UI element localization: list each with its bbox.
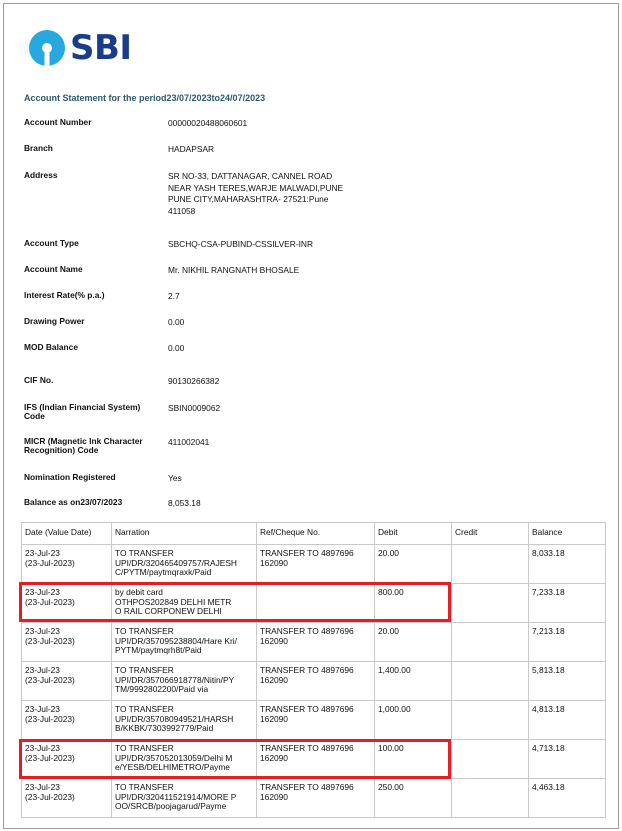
table-row: [22, 779, 606, 818]
cell-balance: 4,463.18: [529, 779, 606, 818]
cell-narration: TO TRANSFER UPI/DR/357080949521/HARSH B/KKBK/7303992779/Paid: [112, 701, 257, 740]
field-value: HADAPSAR: [168, 144, 215, 154]
cell-balance: 8,033.18: [529, 545, 606, 584]
cell-narration: by debit card OTHPOS202849 DELHI METR O RAIL CORPONEW DELHI: [112, 584, 257, 623]
cell-balance: 4,713.18: [529, 740, 606, 779]
field-value: 0.00: [168, 317, 185, 327]
header-debit: Debit: [375, 523, 452, 545]
cell-credit: [452, 662, 529, 701]
field-value: Yes: [168, 473, 182, 483]
field-value: 411002041: [168, 437, 210, 447]
brand-name: SBI: [70, 28, 132, 68]
field-value: 90130266382: [168, 376, 220, 386]
field-label: Nomination Registered: [24, 472, 116, 482]
field-label: Interest Rate(% p.a.): [24, 290, 105, 300]
cell-credit: [452, 584, 529, 623]
cell-credit: [452, 701, 529, 740]
table-row: [22, 662, 606, 701]
cell-date: 23-Jul-23 (23-Jul-2023): [22, 779, 112, 818]
cell-credit: [452, 740, 529, 779]
field-label: MICR (Magnetic Ink Character Recognition) Code: [24, 436, 143, 455]
field-label: Branch: [24, 143, 53, 153]
field-label: Account Name: [24, 264, 83, 274]
field-value: Mr. NIKHIL RANGNATH BHOSALE: [168, 265, 300, 275]
cell-balance: 4,813.18: [529, 701, 606, 740]
cell-debit: 800.00: [375, 584, 452, 623]
field-label: IFS (Indian Financial System) Code: [24, 402, 141, 421]
header-balance: Balance: [529, 523, 606, 545]
field-label: Address: [24, 170, 58, 180]
cell-debit: 20.00: [375, 623, 452, 662]
cell-date: 23-Jul-23 (23-Jul-2023): [22, 545, 112, 584]
header-credit: Credit: [452, 523, 529, 545]
cell-credit: [452, 623, 529, 662]
field-label: Balance as on23/07/2023: [24, 497, 123, 507]
table-row: [22, 545, 606, 584]
sbi-logo: [28, 28, 132, 68]
cell-debit: 100.00: [375, 740, 452, 779]
cell-date: 23-Jul-23 (23-Jul-2023): [22, 662, 112, 701]
cell-narration: TO TRANSFER UPI/DR/357052013059/Delhi M e/YESB/DELHIMETRO/Payme: [112, 740, 257, 779]
header-narration: Narration: [112, 523, 257, 545]
field-label: Account Number: [24, 117, 92, 127]
field-label: Account Type: [24, 238, 79, 248]
cell-ref: TRANSFER TO 4897696 162090: [257, 623, 375, 662]
field-value: 00000020488060601: [168, 118, 248, 128]
field-label: MOD Balance: [24, 342, 78, 352]
cell-ref: TRANSFER TO 4897696 162090: [257, 779, 375, 818]
cell-date: 23-Jul-23 (23-Jul-2023): [22, 584, 112, 623]
cell-ref: TRANSFER TO 4897696 162090: [257, 701, 375, 740]
cell-date: 23-Jul-23 (23-Jul-2023): [22, 701, 112, 740]
cell-ref: [257, 584, 375, 623]
field-label: CIF No.: [24, 375, 54, 385]
cell-credit: [452, 545, 529, 584]
cell-date: 23-Jul-23 (23-Jul-2023): [22, 623, 112, 662]
statement-period: Account Statement for the period23/07/2023to24/07/2023: [24, 93, 266, 103]
field-value: 0.00: [168, 343, 185, 353]
sbi-keyhole-icon: [28, 29, 66, 67]
cell-narration: TO TRANSFER UPI/DR/357095238804/Hare Kri/ PYTM/paytmqrh8t/Paid: [112, 623, 257, 662]
cell-debit: 20.00: [375, 545, 452, 584]
cell-debit: 1,000.00: [375, 701, 452, 740]
cell-balance: 5,813.18: [529, 662, 606, 701]
cell-debit: 1,400.00: [375, 662, 452, 701]
cell-narration: TO TRANSFER UPI/DR/320465409757/RAJESH C/PYTM/paytmqraxk/Paid: [112, 545, 257, 584]
statement-page: [3, 3, 619, 829]
field-label: Drawing Power: [24, 316, 85, 326]
cell-ref: TRANSFER TO 4897696 162090: [257, 740, 375, 779]
field-value: SBIN0009062: [168, 403, 221, 413]
cell-balance: 7,233.18: [529, 584, 606, 623]
cell-date: 23-Jul-23 (23-Jul-2023): [22, 740, 112, 779]
table-row: [22, 740, 606, 779]
cell-narration: TO TRANSFER UPI/DR/320411521914/MORE P OO/SRCB/poojagarud/Payme: [112, 779, 257, 818]
cell-narration: TO TRANSFER UPI/DR/357066918778/Nitin/PY TM/9992802200/Paid via: [112, 662, 257, 701]
table-row: [22, 584, 606, 623]
cell-credit: [452, 779, 529, 818]
cell-ref: TRANSFER TO 4897696 162090: [257, 545, 375, 584]
field-value: 2.7: [168, 291, 180, 301]
cell-balance: 7,213.18: [529, 623, 606, 662]
transactions-table: [21, 522, 606, 818]
table-header-row: [22, 523, 606, 545]
cell-debit: 250.00: [375, 779, 452, 818]
field-value: SR NO-33, DATTANAGAR, CANNEL ROAD NEAR YASH TERES,WARJE MALWADI,PUNE PUNE CITY,MAHARASHTRA- 27521:Pune 411058: [168, 171, 344, 216]
header-date: Date (Value Date): [22, 523, 112, 545]
table-row: [22, 701, 606, 740]
header-ref: Ref/Cheque No.: [257, 523, 375, 545]
cell-ref: TRANSFER TO 4897696 162090: [257, 662, 375, 701]
field-value: 8,053.18: [168, 498, 201, 508]
table-row: [22, 623, 606, 662]
field-value: SBCHQ-CSA-PUBIND-CSSILVER-INR: [168, 239, 314, 249]
